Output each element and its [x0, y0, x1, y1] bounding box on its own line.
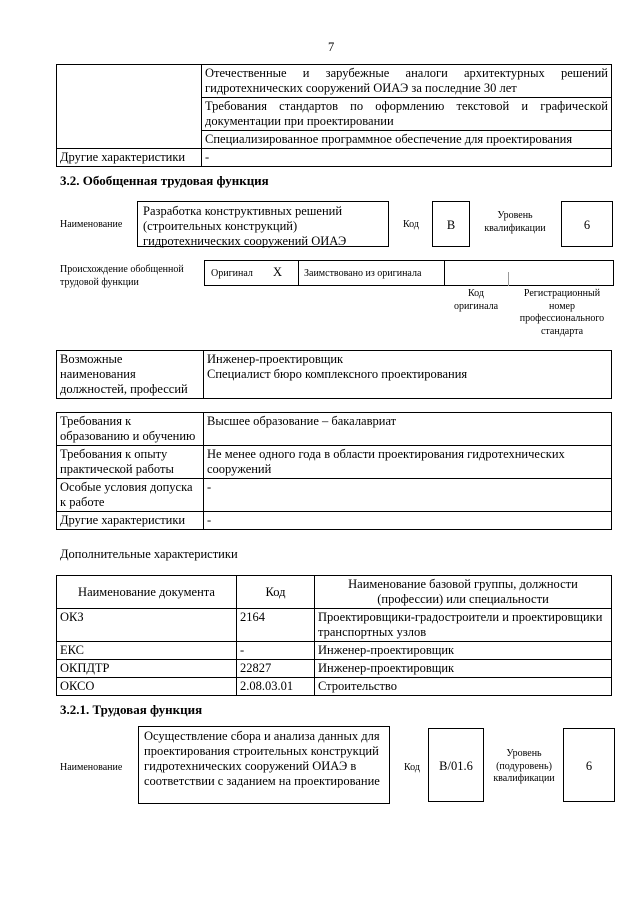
table-cell-value: [202, 65, 612, 98]
level-box: [561, 201, 613, 247]
cell-text: Отечественные и зарубежные аналоги архитектурных решений гидротехнических сооружений ОИАЭ за последние 30 лет: [205, 66, 608, 95]
table-cell-code: 22827: [237, 660, 315, 678]
additional-title: Дополнительные характеристики: [60, 547, 238, 561]
table-row: [57, 98, 612, 131]
cell-text: Требования стандартов по оформлению текстовой и графической документации при проектировании: [205, 99, 608, 128]
divider: [298, 260, 299, 286]
table-row: [57, 660, 612, 678]
table-cell-label: Другие характеристики: [57, 512, 204, 530]
original-label: Оригинал: [211, 268, 253, 279]
divider: [444, 260, 445, 286]
table-cell-value: [204, 351, 612, 399]
column-header: Наименование базовой группы, должности (профессии) или специальности: [315, 576, 612, 609]
level-box: [563, 728, 615, 802]
table-cell-label: Особые условия допуска к работе: [57, 479, 204, 512]
table-cell-doc: ОКСО: [57, 678, 237, 696]
table-row: [57, 479, 612, 512]
table-cell-label: [57, 65, 202, 98]
table-cell-value: Специализированное программное обеспечение для проектирования: [202, 131, 612, 149]
table-row: [57, 413, 612, 446]
table-row: [57, 65, 612, 98]
name-label: Наименование: [60, 219, 123, 230]
table-cell-label: Другие характеристики: [57, 149, 202, 167]
level-label: Уровень (подуровень) квалификации: [493, 748, 555, 784]
table-cell-label: Требования к образованию и обучению: [57, 413, 204, 446]
table-cell-value: [202, 98, 612, 131]
table-cell-code: -: [237, 642, 315, 660]
level-value: 6: [585, 759, 593, 773]
table-cell-code: 2164: [237, 609, 315, 642]
table-header-row: [57, 576, 612, 609]
table-row: [57, 131, 612, 149]
table-row: [57, 609, 612, 642]
function-name-text: Осуществление сбора и анализа данных для проектирования строительных конструкций гидротехнических сооружений ОИАЭ в соответствии с заданием на проектирование: [144, 729, 380, 788]
function-name-text: Разработка конструктивных решений (строительных конструкций) гидротехнических сооружений ОИАЭ: [143, 204, 347, 248]
code-box: [428, 728, 484, 802]
page-number: 7: [328, 40, 335, 54]
table-row: [57, 512, 612, 530]
divider: [508, 272, 509, 286]
positions-table: [56, 350, 612, 399]
section-heading: 3.2. Обобщенная трудовая функция: [60, 173, 269, 188]
name-label: Наименование: [60, 762, 123, 773]
level-value: 6: [583, 218, 591, 232]
code-box: [432, 201, 470, 247]
reg-number-label: Регистрационный номер профессионального стандарта: [519, 288, 605, 337]
table-cell-label: Требования к опыту практической работы: [57, 446, 204, 479]
table-row: [57, 642, 612, 660]
code-value: B: [446, 218, 456, 232]
code-value: B/01.6: [439, 759, 473, 773]
table-row: [57, 446, 612, 479]
table-row: [57, 678, 612, 696]
column-header: Код: [237, 576, 315, 609]
table-cell-value: Не менее одного года в области проектирования гидротехнических сооружений: [204, 446, 612, 479]
table-row: [57, 149, 612, 167]
table-cell-value: Высшее образование – бакалавриат: [204, 413, 612, 446]
table-cell-doc: ОКЗ: [57, 609, 237, 642]
borrowed-label: Заимствовано из оригинала: [304, 268, 422, 279]
origin-label: Происхождение обобщенной трудовой функции: [60, 264, 184, 288]
table-cell-label: [57, 131, 202, 149]
column-header: Наименование документа: [57, 576, 237, 609]
section-heading: 3.2.1. Трудовая функция: [60, 702, 203, 717]
function-name-box: [138, 726, 390, 804]
additional-table: [56, 575, 612, 696]
table-cell-label: Возможные наименования должностей, профессий: [57, 351, 204, 399]
table-cell-code: 2.08.03.01: [237, 678, 315, 696]
level-label: Уровень квалификации: [484, 210, 546, 234]
original-mark: X: [273, 265, 283, 279]
requirements-table: [56, 412, 612, 530]
table-cell-doc: ОКПДТР: [57, 660, 237, 678]
table-row: [57, 351, 612, 399]
code-original-label: Код оригинала: [453, 288, 499, 312]
top-table: [56, 64, 612, 167]
table-cell-value: -: [204, 512, 612, 530]
table-cell-name: Инженер-проектировщик: [315, 660, 612, 678]
position-item: Инженер-проектировщик: [207, 352, 344, 366]
table-cell-label: [57, 98, 202, 131]
code-label: Код: [403, 219, 419, 230]
function-name-box: [137, 201, 389, 247]
table-cell-doc: ЕКС: [57, 642, 237, 660]
code-label: Код: [404, 762, 420, 773]
table-cell-value: -: [202, 149, 612, 167]
table-cell-name: Инженер-проектировщик: [315, 642, 612, 660]
position-item: Специалист бюро комплексного проектирования: [207, 367, 468, 381]
table-cell-name: Строительство: [315, 678, 612, 696]
table-cell-value: -: [204, 479, 612, 512]
table-cell-name: Проектировщики-градостроители и проектировщики транспортных узлов: [315, 609, 612, 642]
